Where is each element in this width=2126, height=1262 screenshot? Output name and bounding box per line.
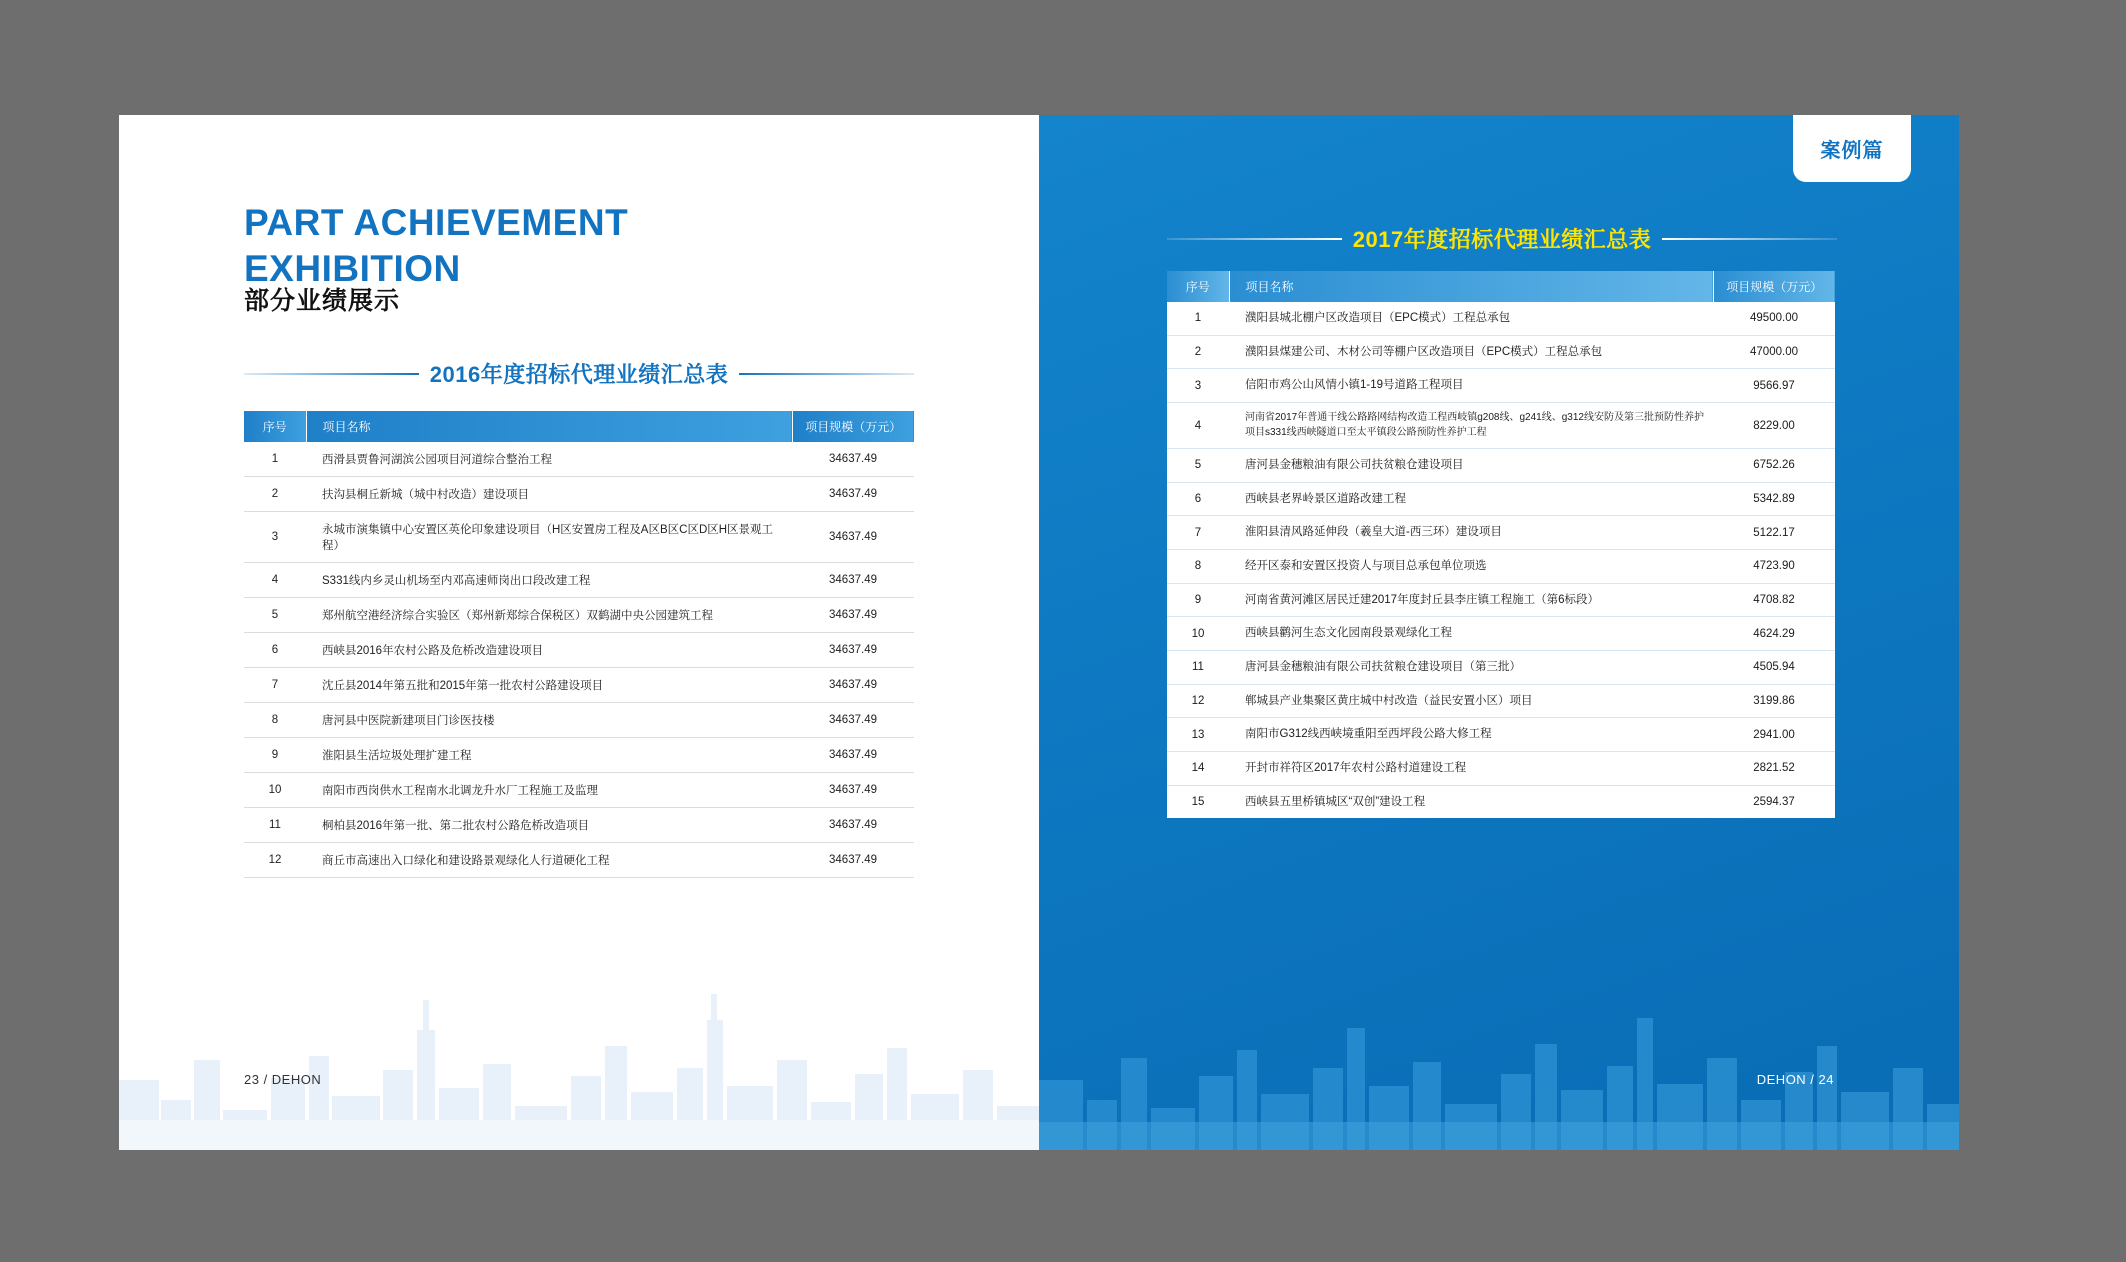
- cell-no: 8: [1167, 550, 1229, 584]
- cell-scale: 34637.49: [792, 442, 914, 477]
- cell-scale: 4624.29: [1713, 617, 1835, 651]
- table-row: [244, 598, 914, 633]
- table-row: [244, 773, 914, 808]
- cell-project-name: 西峡县2016年农村公路及危桥改造建设项目: [306, 633, 792, 668]
- cell-project-name: 河南省黄河滩区居民迁建2017年度封丘县李庄镇工程施工（第6标段）: [1229, 583, 1713, 617]
- table-row: [1167, 583, 1835, 617]
- cell-scale: 34637.49: [792, 738, 914, 773]
- skyline-decoration-left: [119, 960, 1039, 1150]
- cell-scale: 49500.00: [1713, 302, 1835, 335]
- cell-project-name: 信阳市鸡公山风情小镇1-19号道路工程项目: [1229, 369, 1713, 403]
- cell-scale: 34637.49: [792, 633, 914, 668]
- cell-scale: 34637.49: [792, 773, 914, 808]
- left-page: [119, 115, 1039, 1150]
- table-row: [244, 442, 914, 477]
- cell-project-name: 开封市祥符区2017年农村公路村道建设工程: [1229, 752, 1713, 786]
- cell-project-name: 扶沟县桐丘新城（城中村改造）建设项目: [306, 477, 792, 512]
- cell-no: 9: [244, 738, 306, 773]
- cell-no: 6: [244, 633, 306, 668]
- cell-no: 4: [1167, 403, 1229, 449]
- cell-project-name: 西峡县五里桥镇城区“双创”建设工程: [1229, 785, 1713, 818]
- page-title-en-line1: PART ACHIEVEMENT: [244, 202, 629, 243]
- table-row: [1167, 752, 1835, 786]
- table-row: [244, 808, 914, 843]
- page-title-cn: 部分业绩展示: [244, 287, 401, 315]
- cell-project-name: 唐河县金穗粮油有限公司扶贫粮仓建设项目（第三批）: [1229, 651, 1713, 685]
- table-row: [244, 563, 914, 598]
- cell-no: 11: [1167, 651, 1229, 685]
- cell-no: 14: [1167, 752, 1229, 786]
- cell-no: 4: [244, 563, 306, 598]
- cell-no: 9: [1167, 583, 1229, 617]
- page-number-right: DEHON / 24: [1756, 1072, 1834, 1087]
- cell-no: 3: [244, 512, 306, 563]
- table-row: [1167, 785, 1835, 818]
- page-title-en-line2: EXHIBITION: [244, 248, 461, 290]
- cell-scale: 34637.49: [792, 843, 914, 878]
- cell-scale: 4723.90: [1713, 550, 1835, 584]
- cell-scale: 34637.49: [792, 598, 914, 633]
- cell-no: 10: [244, 773, 306, 808]
- page-number-left: 23 / DEHON: [244, 1072, 322, 1087]
- cell-scale: 34637.49: [792, 703, 914, 738]
- col-header-project-name: 项目名称: [306, 411, 792, 442]
- cell-project-name: 西滑县贾鲁河湖滨公园项目河道综合整治工程: [306, 442, 792, 477]
- cell-project-name: 唐河县中医院新建项目门诊医技楼: [306, 703, 792, 738]
- skyline-decoration-right: [1039, 950, 1959, 1150]
- col-header-no: 序号: [244, 411, 306, 442]
- table-header-row: [244, 411, 914, 442]
- cell-project-name: 郸城县产业集聚区黄庄城中村改造（益民安置小区）项目: [1229, 684, 1713, 718]
- cell-scale: 2821.52: [1713, 752, 1835, 786]
- cell-no: 2: [244, 477, 306, 512]
- cell-project-name: 淮阳县生活垃圾处理扩建工程: [306, 738, 792, 773]
- cell-no: 2: [1167, 335, 1229, 369]
- cell-project-name: 桐柏县2016年第一批、第二批农村公路危桥改造项目: [306, 808, 792, 843]
- col-header-scale: 项目规模（万元）: [1713, 271, 1835, 302]
- table-row: [1167, 550, 1835, 584]
- table-row: [1167, 403, 1835, 449]
- cell-no: 5: [244, 598, 306, 633]
- heading-rule-left-right: [1167, 238, 1342, 240]
- heading-rule-left: [244, 373, 419, 375]
- cell-project-name: 永城市演集镇中心安置区英伦印象建设项目（H区安置房工程及A区B区C区D区H区景观工程）: [306, 512, 792, 563]
- table-row: [1167, 302, 1835, 335]
- heading-rule-right-right: [1662, 238, 1837, 240]
- cell-scale: 2594.37: [1713, 785, 1835, 818]
- table-heading-2016: [244, 358, 914, 389]
- cell-project-name: 西峡县老界岭景区道路改建工程: [1229, 482, 1713, 516]
- cell-project-name: 商丘市高速出入口绿化和建设路景观绿化人行道硬化工程: [306, 843, 792, 878]
- cell-no: 13: [1167, 718, 1229, 752]
- cell-no: 10: [1167, 617, 1229, 651]
- cell-no: 12: [1167, 684, 1229, 718]
- table-row: [1167, 684, 1835, 718]
- table-heading-2017: [1167, 223, 1837, 254]
- cell-project-name: 经开区泰和安置区投资人与项目总承包单位项选: [1229, 550, 1713, 584]
- cell-scale: 9566.97: [1713, 369, 1835, 403]
- cell-project-name: 河南省2017年普通干线公路路网结构改造工程西岐镇g208线、g241线、g312线安防及第三批预防性养护项目s331线西峡隧道口至太平镇段公路预防性养护工程: [1229, 403, 1713, 449]
- cell-scale: 5342.89: [1713, 482, 1835, 516]
- heading-rule-right: [739, 373, 914, 375]
- table-row: [244, 668, 914, 703]
- cell-project-name: 濮阳县煤建公司、木材公司等棚户区改造项目（EPC模式）工程总承包: [1229, 335, 1713, 369]
- cell-scale: 34637.49: [792, 512, 914, 563]
- cell-scale: 34637.49: [792, 563, 914, 598]
- cell-scale: 6752.26: [1713, 449, 1835, 483]
- table-row: [1167, 449, 1835, 483]
- cell-project-name: 淮阳县清风路延伸段（羲皇大道-西三环）建设项目: [1229, 516, 1713, 550]
- table-row: [244, 843, 914, 878]
- table-row: [1167, 369, 1835, 403]
- table-row: [244, 477, 914, 512]
- cell-no: 1: [1167, 302, 1229, 335]
- cell-scale: 34637.49: [792, 808, 914, 843]
- cell-no: 3: [1167, 369, 1229, 403]
- cell-scale: 4708.82: [1713, 583, 1835, 617]
- cell-no: 1: [244, 442, 306, 477]
- col-header-project-name: 项目名称: [1229, 271, 1713, 302]
- cell-project-name: 唐河县金穗粮油有限公司扶贫粮仓建设项目: [1229, 449, 1713, 483]
- table-row: [1167, 482, 1835, 516]
- cell-scale: 47000.00: [1713, 335, 1835, 369]
- cell-scale: 34637.49: [792, 668, 914, 703]
- cell-no: 11: [244, 808, 306, 843]
- cell-project-name: 西峡县鹳河生态文化园南段景观绿化工程: [1229, 617, 1713, 651]
- cell-scale: 5122.17: [1713, 516, 1835, 550]
- cell-scale: 8229.00: [1713, 403, 1835, 449]
- table-row: [1167, 516, 1835, 550]
- cell-no: 7: [244, 668, 306, 703]
- cell-scale: 3199.86: [1713, 684, 1835, 718]
- cell-scale: 2941.00: [1713, 718, 1835, 752]
- table-row: [244, 703, 914, 738]
- cell-project-name: 南阳市西岗供水工程南水北调龙升水厂工程施工及监理: [306, 773, 792, 808]
- table-row: [1167, 651, 1835, 685]
- cell-no: 15: [1167, 785, 1229, 818]
- achievements-table-2017: [1167, 271, 1835, 818]
- cell-project-name: 濮阳县城北棚户区改造项目（EPC模式）工程总承包: [1229, 302, 1713, 335]
- table-row: [1167, 335, 1835, 369]
- cell-project-name: 沈丘县2014年第五批和2015年第一批农村公路建设项目: [306, 668, 792, 703]
- table-row: [244, 512, 914, 563]
- achievements-table-2016: [244, 411, 914, 878]
- cell-project-name: S331线内乡灵山机场至内邓高速师岗出口段改建工程: [306, 563, 792, 598]
- table-header-row: [1167, 271, 1835, 302]
- cell-no: 6: [1167, 482, 1229, 516]
- table-row: [244, 738, 914, 773]
- right-page: [1039, 115, 1959, 1150]
- cell-project-name: 郑州航空港经济综合实验区（郑州新郑综合保税区）双鹤湖中央公园建筑工程: [306, 598, 792, 633]
- cell-no: 8: [244, 703, 306, 738]
- table-row: [1167, 718, 1835, 752]
- cell-scale: 34637.49: [792, 477, 914, 512]
- cell-project-name: 南阳市G312线西峡境重阳至西坪段公路大修工程: [1229, 718, 1713, 752]
- table-row: [244, 633, 914, 668]
- cell-no: 5: [1167, 449, 1229, 483]
- cell-scale: 4505.94: [1713, 651, 1835, 685]
- col-header-no: 序号: [1167, 271, 1229, 302]
- table-heading-2017-text: 2017年度招标代理业绩汇总表: [1352, 227, 1652, 252]
- brochure-spread: [119, 115, 1959, 1150]
- section-tab-badge: 案例篇: [1793, 115, 1911, 182]
- table-heading-2016-text: 2016年度招标代理业绩汇总表: [429, 362, 729, 387]
- table-row: [1167, 617, 1835, 651]
- col-header-scale: 项目规模（万元）: [792, 411, 914, 442]
- cell-no: 12: [244, 843, 306, 878]
- cell-no: 7: [1167, 516, 1229, 550]
- page-title-en: [244, 200, 628, 293]
